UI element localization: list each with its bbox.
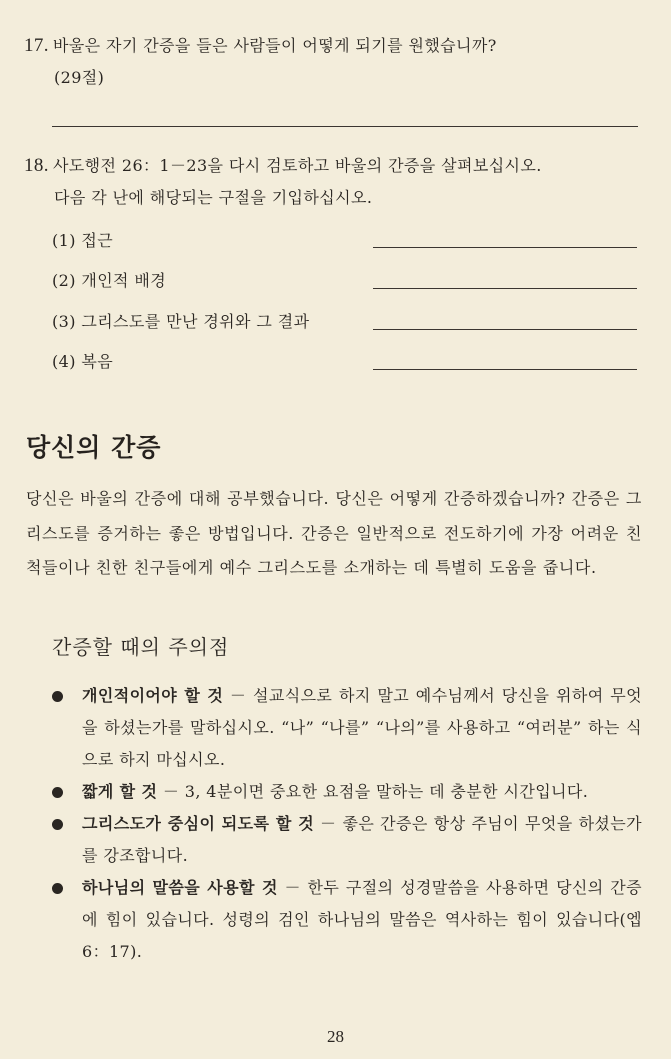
guideline-body: － 좋은 간증은 항상 주님이 무엇을 하셨는가를 강조합니다. [82,814,642,865]
list-item [50,872,642,968]
section-paragraph: 당신은 바울의 간증에 대해 공부했습니다. 당신은 어떻게 간증하겠습니까? 간증은 그리스도를 증거하는 좋은 방법입니다. 간증은 일반적으로 전도하기에 가장 어려운 친척들이나 친한 친구들에게 예수 그리스도를 소개하는 데 특별히 도움을 줍니다. [26,489,642,577]
guideline-body: － 한두 구절의 성경말씀을 사용하면 당신의 간증에 힘이 있습니다. 성령의 검인 하나님의 말씀은 역사하는 힘이 있습니다(엡 6：17). [82,878,642,961]
bullet-dot-icon [52,691,63,702]
section-title: 당신의 간증 [26,433,162,462]
answer-line-gospel[interactable] [373,369,637,370]
guideline-body: － 3, 4분이면 중요한 요점을 말하는 데 충분한 시간입니다. [157,782,589,801]
question-18-number: 18. [24,155,49,176]
bullet-dot-icon [52,883,63,894]
item-gospel-label: (4) 복음 [52,352,114,371]
guideline-heading: 짧게 할 것 [82,782,158,801]
question-17-number: 17. [24,35,49,56]
guideline-body: － 설교식으로 하지 말고 예수님께서 당신을 위하여 무엇을 하셨는가를 말하십시오. “나” “나를” “나의”를 사용하고 “여러분” 하는 식으로 하지 마십시오. [82,686,643,769]
item-background-label: (2) 개인적 배경 [52,271,167,290]
question-18 [24,153,654,211]
list-item [50,776,642,808]
list-item [50,680,642,776]
answer-line-encounter[interactable] [373,329,637,330]
question-17 [24,33,644,91]
list-item [50,808,642,872]
question-17-text: 바울은 자기 간증을 들은 사람들이 어떻게 되기를 원했습니까? [52,36,497,55]
page-number: 28 [327,1027,344,1046]
guideline-heading: 하나님의 말씀을 사용할 것 [82,878,278,897]
guideline-list [50,680,642,968]
bullet-dot-icon [52,787,63,798]
section-subtitle: 간증할 때의 주의점 [52,635,230,659]
item-approach-label: (1) 접근 [52,231,114,250]
answer-line-17[interactable] [52,126,638,127]
bullet-dot-icon [52,819,63,830]
item-encounter-label: (3) 그리스도를 만난 경위와 그 결과 [52,312,310,331]
guideline-heading: 개인적이어야 할 것 [82,686,224,705]
question-18-line1: 사도행전 26：1－23을 다시 검토하고 바울의 간증을 살펴보십시오. [52,156,542,175]
question-17-reference: (29절) [54,68,105,87]
question-18-line2: 다음 각 난에 해당되는 구절을 기입하십시오. [54,188,373,207]
guideline-heading: 그리스도가 중심이 되도록 할 것 [82,814,315,833]
answer-line-background[interactable] [373,288,637,289]
answer-line-approach[interactable] [373,247,637,248]
